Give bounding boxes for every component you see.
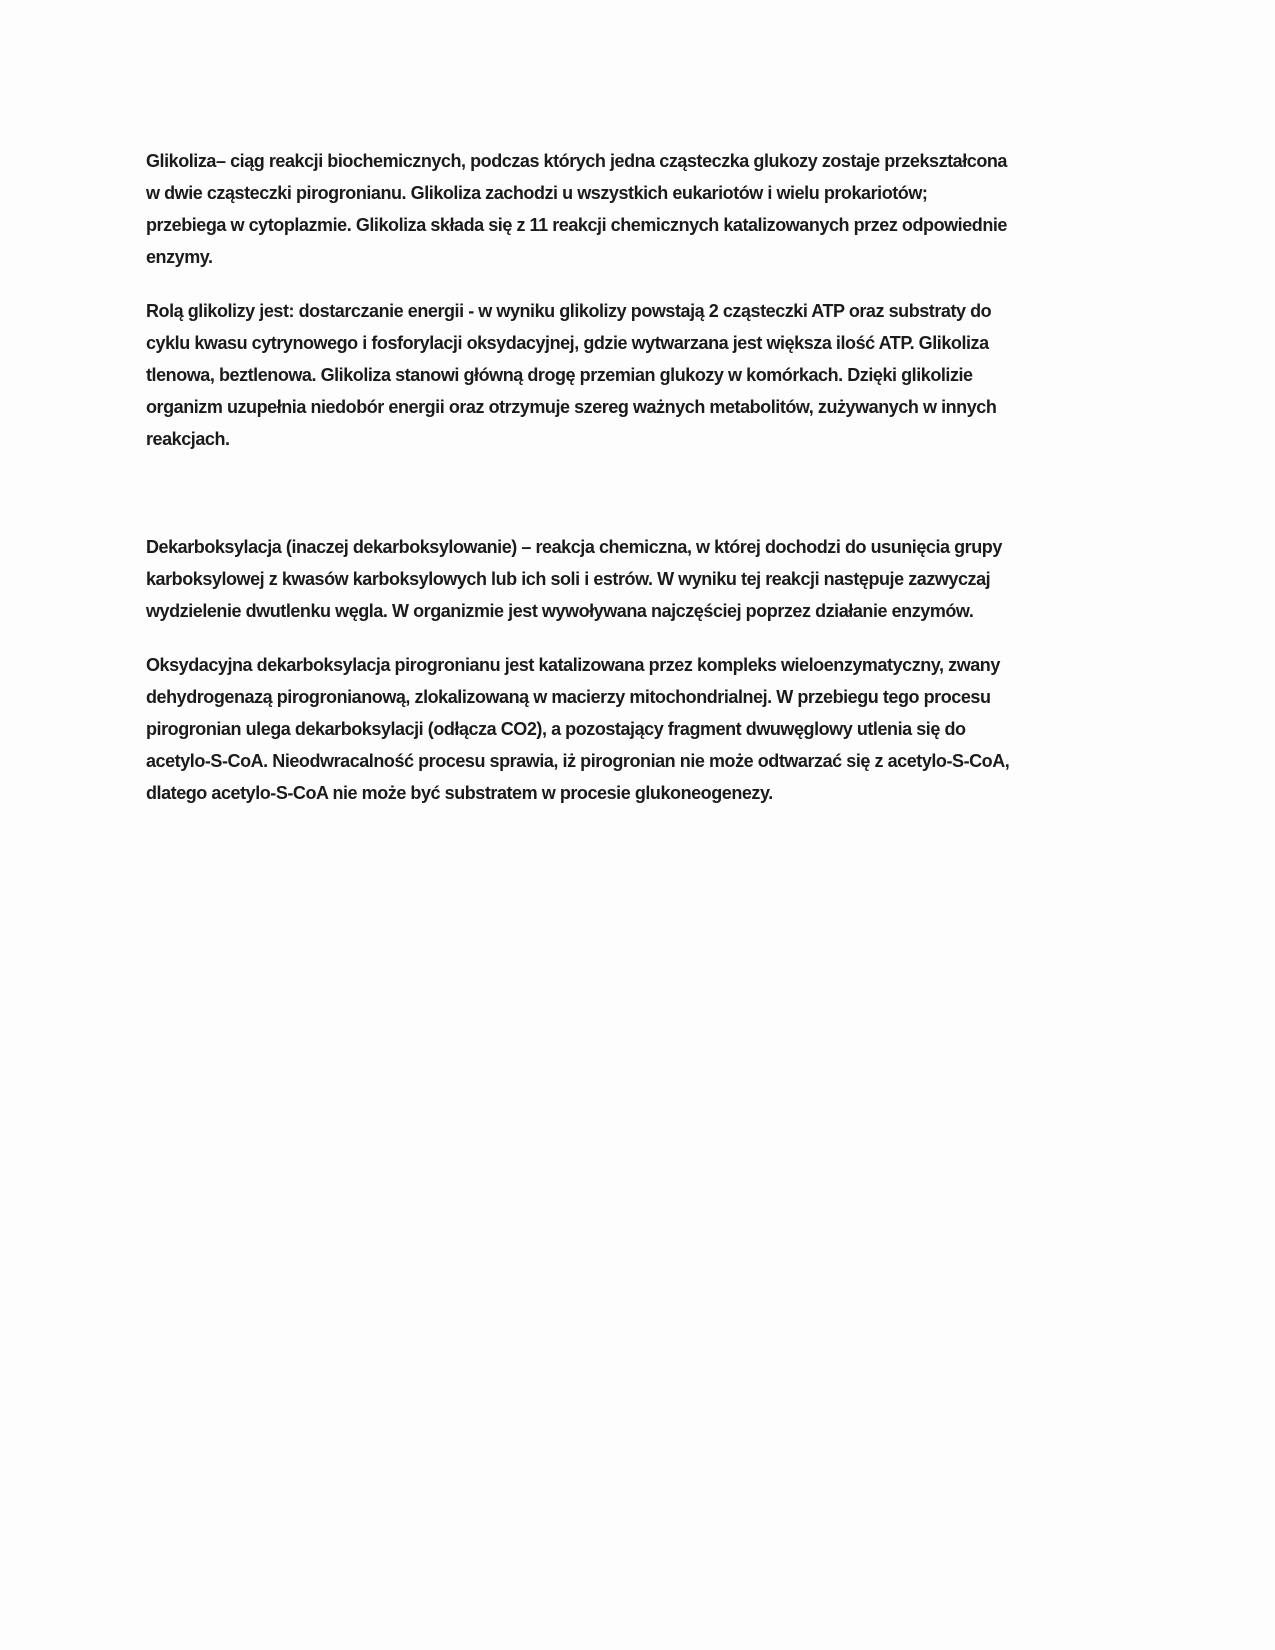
text-line: tlenowa, beztlenowa. Glikoliza stanowi główną drogę przemian glukozy w komórkach. Dzięki glikolizie <box>146 365 973 385</box>
text-line: wydzielenie dwutlenku węgla. W organizmie jest wywoływana najczęściej poprzez działanie enzymów. <box>146 601 974 621</box>
text-line: przebiega w cytoplazmie. Glikoliza składa się z 11 reakcji chemicznych katalizowanych przez odpowiednie <box>146 215 1007 235</box>
text-line: Glikoliza– ciąg reakcji biochemicznych, podczas których jedna cząsteczka glukozy zostaje przekształcona <box>146 151 1007 171</box>
text-line <box>146 477 1206 509</box>
text-line: cyklu kwasu cytrynowego i fosforylacji oksydacyjnej, gdzie wytwarzana jest większa ilość ATP. Glikoliza <box>146 333 989 353</box>
paragraph-pusty-wiersz <box>146 477 1206 509</box>
text-line: Dekarboksylacja (inaczej dekarboksylowanie) – reakcja chemiczna, w której dochodzi do usunięcia grupy <box>146 537 1002 557</box>
text-line: Oksydacyjna dekarboksylacja pirogronianu jest katalizowana przez kompleks wieloenzymatyczny, zwany <box>146 655 1000 675</box>
document-body <box>146 145 1206 831</box>
text-line: Rolą glikolizy jest: dostarczanie energii - w wyniku glikolizy powstają 2 cząsteczki ATP oraz substraty do <box>146 301 992 321</box>
paragraph-dekarboksylacja-definicja <box>146 531 1206 627</box>
text-line: w dwie cząsteczki pirogronianu. Glikoliza zachodzi u wszystkich eukariotów i wielu prokariotów; <box>146 183 928 203</box>
text-line: acetylo-S-CoA. Nieodwracalność procesu sprawia, iż pirogronian nie może odtwarzać się z acetylo-S-CoA, <box>146 751 1010 771</box>
text-line: organizm uzupełnia niedobór energii oraz otrzymuje szereg ważnych metabolitów, zużywanych w innych <box>146 397 997 417</box>
paragraph-glikoliza-rola <box>146 295 1206 455</box>
text-line: dehydrogenazą pirogronianową, zlokalizowaną w macierzy mitochondrialnej. W przebiegu tego procesu <box>146 687 991 707</box>
paragraph-oksydacyjna-dekarboksylacja <box>146 649 1206 809</box>
text-line: pirogronian ulega dekarboksylacji (odłącza CO2), a pozostający fragment dwuwęglowy utlenia się do <box>146 719 966 739</box>
text-line: reakcjach. <box>146 429 230 449</box>
text-line: dlatego acetylo-S-CoA nie może być substratem w procesie glukoneogenezy. <box>146 783 773 803</box>
text-line: enzymy. <box>146 247 213 267</box>
paragraph-glikoliza-definicja <box>146 145 1206 273</box>
text-line: karboksylowej z kwasów karboksylowych lub ich soli i estrów. W wyniku tej reakcji następuje zazwyczaj <box>146 569 991 589</box>
